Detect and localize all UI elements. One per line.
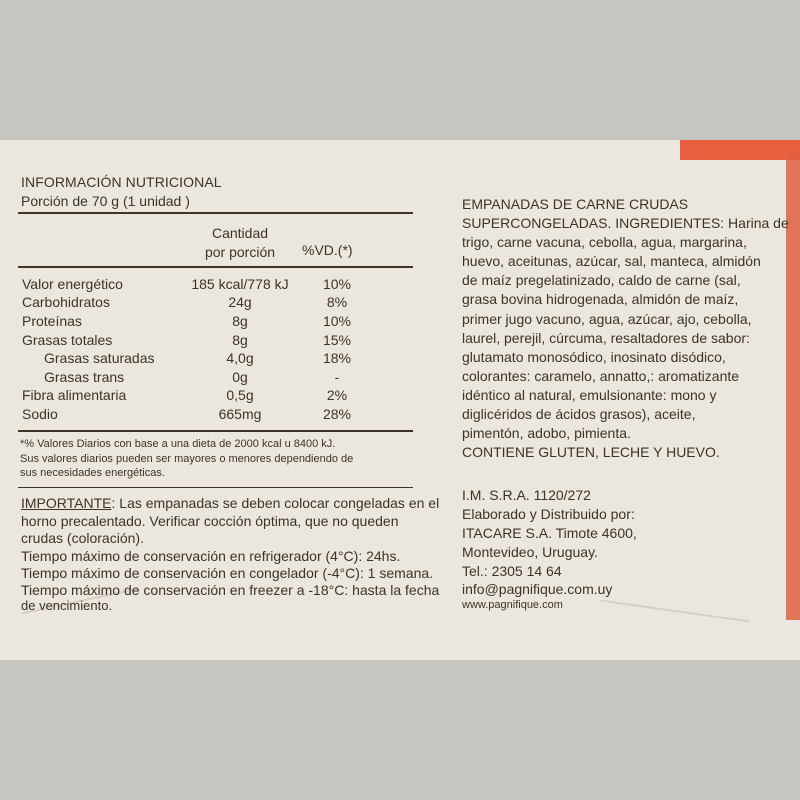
made-by-label: Elaborado y Distribuido por: [462, 506, 635, 522]
nutrient-qty: 24g [228, 294, 252, 310]
ingredients-line: diglicéridos de ácidos grasos), aceite, [462, 406, 696, 422]
nutrient-name: Grasas totales [22, 332, 113, 348]
nutrient-vd: 10% [322, 276, 352, 292]
ingredients-line: SUPERCONGELADAS. INGREDIENTES: Harina de [462, 215, 789, 231]
nutrient-qty: 4,0g [226, 350, 254, 366]
footnote-line: sus necesidades energéticas. [20, 467, 165, 479]
important-line: Tiempo máximo de conservación en freezer a -18°C: hasta la fecha [21, 582, 440, 598]
header-vd: %VD.(*) [302, 242, 353, 258]
important-rule [18, 487, 413, 488]
header-quantity-line1: Cantidad [211, 225, 269, 241]
table-row [0, 369, 420, 388]
nutrient-vd: 2% [326, 387, 348, 403]
nutrient-name: Grasas saturadas [44, 350, 155, 366]
nutrient-qty: 185 kcal/778 kJ [191, 276, 289, 292]
ingredients-line: huevo, aceitunas, azúcar, sal, manteca, almidón [462, 253, 761, 269]
header-quantity-line2: por porción [204, 244, 276, 260]
nutrient-qty: 0g [232, 369, 248, 385]
table-row [0, 313, 420, 332]
nutrient-qty: 665mg [218, 406, 262, 422]
important-label: IMPORTANTE [21, 495, 112, 511]
company-address: ITACARE S.A. Timote 4600, [462, 525, 637, 541]
important-line: Tiempo máximo de conservación en congelador (-4°C): 1 semana. [21, 565, 434, 581]
table-row [0, 406, 420, 425]
ingredients-line: grasa bovina hidrogenada, almidón de maíz, [462, 291, 739, 307]
important-line-1: : Las empanadas se deben colocar congeladas en el [111, 495, 440, 511]
important-line: horno precalentado. Verificar cocción óptima, que no queden [21, 513, 399, 529]
table-rule-bottom [18, 430, 413, 432]
nutrition-portion: Porción de 70 g (1 unidad ) [21, 193, 190, 209]
company-email: info@pagnifique.com.uy [462, 581, 613, 597]
important-line [21, 494, 439, 512]
nutrient-vd: 18% [322, 350, 352, 366]
ingredients-line: laurel, perejil, cúrcuma, resaltadores de sabor: [462, 330, 750, 346]
ingredients-line: glutamato monosódico, inosinato disódico, [462, 349, 726, 365]
nutrient-qty: 0,5g [226, 387, 254, 403]
table-rule-header [18, 266, 413, 268]
nutrient-vd: 8% [326, 294, 348, 310]
ingredients-line: primer jugo vacuno, agua, azúcar, ajo, cebolla, [462, 311, 752, 327]
table-row [0, 294, 420, 313]
ingredients-line: idéntico al natural, emulsionante: mono y [462, 387, 717, 403]
table-row [0, 350, 420, 369]
nutrient-vd: 15% [322, 332, 352, 348]
important-line: Tiempo máximo de conservación en refrigerador (4°C): 24hs. [21, 548, 401, 564]
table-row [0, 332, 420, 351]
table-row [0, 276, 420, 295]
ingredients-line: de maíz pregelatinizado, caldo de carne (sal, [462, 272, 741, 288]
nutrient-name: Valor energético [22, 276, 123, 292]
nutrient-vd: 10% [322, 313, 352, 329]
footnote-line: *% Valores Diarios con base a una dieta de 2000 kcal u 8400 kJ. [20, 438, 336, 450]
nutrient-vd: 28% [322, 406, 352, 422]
ingredients-line: trigo, carne vacuna, cebolla, agua, margarina, [462, 234, 747, 250]
important-line: crudas (coloración). [21, 530, 144, 546]
nutrient-vd: - [334, 369, 340, 385]
important-line: de vencimiento. [21, 598, 113, 613]
registration-number: I.M. S.R.A. 1120/272 [462, 487, 591, 503]
company-website: www.pagnifique.com [462, 599, 563, 611]
background-top [0, 0, 800, 140]
nutrient-name: Grasas trans [44, 369, 125, 385]
nutrient-name: Fibra alimentaria [22, 387, 127, 403]
company-city: Montevideo, Uruguay. [462, 544, 598, 560]
orange-print-top [680, 140, 800, 160]
nutrient-name: Sodio [22, 406, 58, 422]
ingredients-line: EMPANADAS DE CARNE CRUDAS [462, 196, 689, 212]
table-rule-top [18, 212, 413, 214]
allergen-warning: CONTIENE GLUTEN, LECHE Y HUEVO. [462, 444, 720, 460]
nutrient-name: Proteínas [22, 313, 82, 329]
header-quantity [200, 224, 280, 262]
background-bottom [0, 660, 800, 800]
table-row [0, 387, 420, 406]
nutrition-title: INFORMACIÓN NUTRICIONAL [21, 174, 222, 190]
nutrient-name: Carbohidratos [22, 294, 110, 310]
nutrient-qty: 8g [232, 332, 248, 348]
ingredients-line: colorantes: caramelo, annatto,: aromatizante [462, 368, 740, 384]
company-phone: Tel.: 2305 14 64 [462, 563, 562, 579]
nutrient-qty: 8g [232, 313, 248, 329]
footnote-line: Sus valores diarios pueden ser mayores o menores dependiendo de [20, 453, 354, 465]
ingredients-line: pimentón, adobo, pimienta. [462, 425, 631, 441]
